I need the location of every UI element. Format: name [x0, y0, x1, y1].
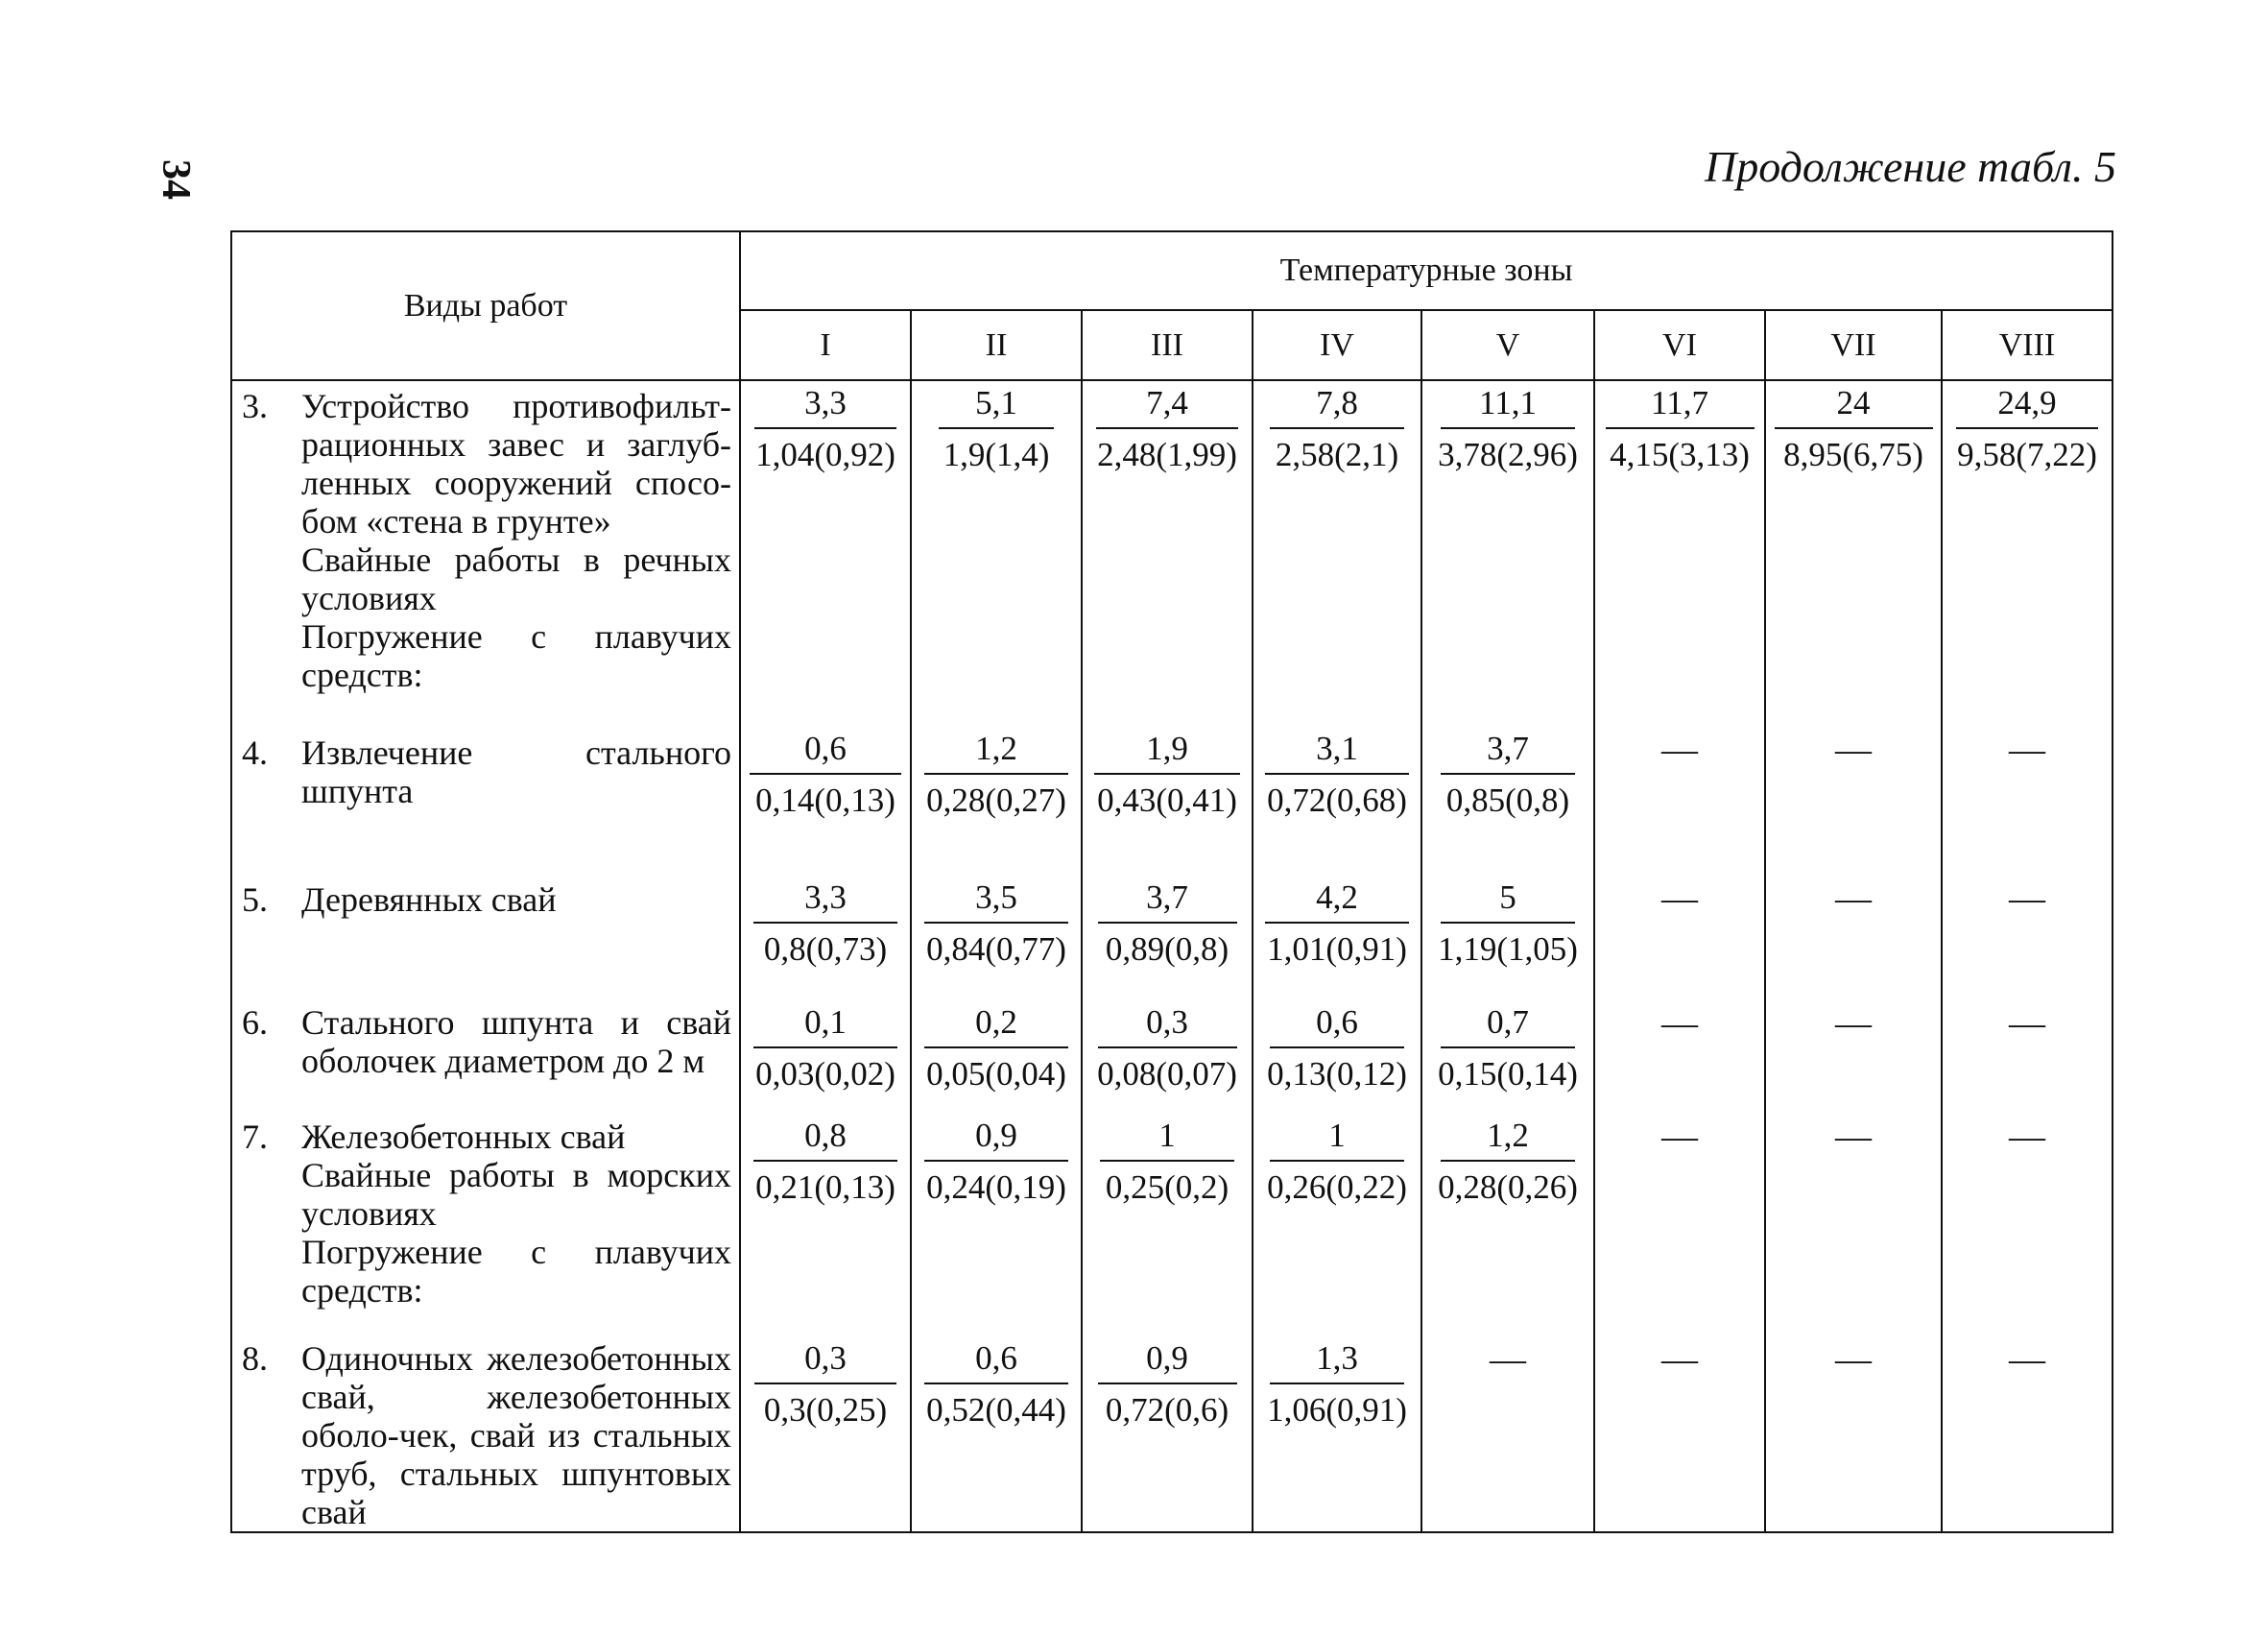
fraction-denominator: 0,72(0,68) [1267, 781, 1407, 819]
fraction-denominator: 0,28(0,27) [926, 781, 1066, 819]
work-type-cell [231, 727, 740, 876]
no-value-dash: — [1661, 1003, 1698, 1044]
fraction-bar [939, 427, 1054, 429]
fraction-bar [1270, 1383, 1404, 1384]
item-number: 4. [242, 733, 268, 772]
table-body [231, 380, 2113, 1532]
fraction-value [924, 878, 1068, 970]
zone-header: III [1082, 310, 1253, 380]
no-value-dash: — [1835, 1339, 1872, 1380]
zone-value-cell [911, 380, 1082, 727]
work-type-cell [231, 1336, 740, 1532]
fraction-bar [1441, 1160, 1575, 1162]
no-value-dash: — [1661, 730, 1698, 770]
fraction-denominator: 0,28(0,26) [1438, 1168, 1578, 1206]
table-row [231, 1000, 2113, 1114]
work-description [301, 880, 731, 919]
zone-value-cell [911, 1114, 1082, 1336]
table-row [231, 876, 2113, 1000]
fraction-bar [753, 922, 897, 924]
zone-header: I [740, 310, 911, 380]
zone-value-cell [1421, 1000, 1594, 1114]
fraction-denominator: 0,26(0,22) [1267, 1168, 1407, 1206]
zone-value-cell [1765, 727, 1942, 876]
no-value-dash: — [1661, 1339, 1698, 1380]
no-value-dash: — [2009, 730, 2045, 770]
fraction-bar [753, 1160, 897, 1162]
no-value-dash: — [2009, 1339, 2045, 1380]
fraction-value [1098, 1338, 1237, 1431]
fraction-bar [1441, 1046, 1575, 1048]
fraction-value [1098, 878, 1237, 970]
fraction-bar [1270, 427, 1404, 429]
fraction-value [1100, 1116, 1234, 1208]
no-value-dash: — [1661, 878, 1698, 919]
no-value-dash: — [1835, 1117, 1872, 1157]
zone-value-cell [1082, 1114, 1253, 1336]
fraction-denominator: 1,04(0,92) [755, 436, 895, 473]
fraction-value [754, 383, 896, 475]
fraction-value [1775, 383, 1933, 475]
zone-value-cell [1082, 380, 1253, 727]
work-description-line: Погружение с плавучих средств: [301, 1233, 731, 1310]
page-number: 34 [154, 159, 198, 200]
fraction-value [1270, 383, 1404, 475]
fraction-value [1265, 729, 1409, 821]
zone-value-cell [1942, 1336, 2113, 1532]
fraction-value [924, 1338, 1068, 1431]
zone-header: VI [1594, 310, 1765, 380]
work-description-line: Одиночных железобетонных свай, железобетонных оболо-чек, свай из стальных труб, стальных шпунтовых свай [301, 1339, 731, 1531]
zone-value-cell [1421, 727, 1594, 876]
zone-value-cell [1765, 1114, 1942, 1336]
fraction-denominator: 0,3(0,25) [763, 1391, 888, 1429]
column-header-work-types: Виды работ [231, 231, 740, 380]
zone-value-cell [740, 876, 911, 1000]
fraction-denominator: 0,52(0,44) [926, 1391, 1066, 1429]
zone-value-cell [1594, 1114, 1765, 1336]
zone-header: II [911, 310, 1082, 380]
fraction-denominator: 1,01(0,91) [1267, 930, 1407, 968]
table-row [231, 1114, 2113, 1336]
fraction-numerator: 11,1 [1479, 384, 1537, 421]
fraction-bar [1270, 1160, 1404, 1162]
table-row [231, 727, 2113, 876]
fraction-value [753, 1002, 897, 1094]
zone-value-cell [911, 876, 1082, 1000]
no-value-dash: — [1661, 1117, 1698, 1157]
work-type-cell [231, 1114, 740, 1336]
fraction-denominator: 0,21(0,13) [755, 1168, 895, 1206]
zone-value-cell [740, 1114, 911, 1336]
work-description [301, 733, 731, 810]
fraction-numerator: 1,9 [1146, 730, 1188, 767]
fraction-numerator: 0,2 [975, 1003, 1017, 1041]
fraction-denominator: 0,24(0,19) [926, 1168, 1066, 1206]
zone-value-cell [740, 1000, 911, 1114]
zone-value-cell [1082, 1336, 1253, 1532]
fraction-numerator: 3,3 [804, 878, 847, 916]
fraction-denominator: 0,84(0,77) [926, 930, 1066, 968]
work-description-line: Деревянных свай [301, 880, 557, 919]
fraction-numerator: 5 [1499, 878, 1516, 916]
zone-value-cell [740, 380, 911, 727]
zone-value-cell [1253, 380, 1421, 727]
fraction-numerator: 7,4 [1146, 384, 1188, 421]
item-number: 3. [242, 387, 268, 425]
fraction-numerator: 0,9 [1146, 1339, 1188, 1377]
work-type-cell [231, 380, 740, 727]
fraction-numerator: 0,7 [1487, 1003, 1529, 1041]
zone-value-cell [1594, 727, 1765, 876]
zone-value-cell [1765, 380, 1942, 727]
work-type-cell [231, 1000, 740, 1114]
zone-value-cell [1765, 1336, 1942, 1532]
fraction-numerator: 0,6 [1316, 1003, 1358, 1041]
fraction-numerator: 4,2 [1316, 878, 1358, 916]
fraction-denominator: 0,05(0,04) [926, 1055, 1066, 1093]
work-description-line: Извлечение стального шпунта [301, 733, 731, 810]
fraction-numerator: 1 [1328, 1117, 1346, 1154]
fraction-denominator: 0,85(0,8) [1445, 781, 1570, 819]
fraction-value [1606, 383, 1755, 475]
work-description [301, 1118, 731, 1310]
fraction-numerator: 1,3 [1316, 1339, 1358, 1377]
zone-value-cell [1594, 876, 1765, 1000]
no-value-dash: — [1835, 730, 1872, 770]
item-number: 6. [242, 1003, 268, 1042]
zone-value-cell [911, 1000, 1082, 1114]
fraction-value [1441, 729, 1575, 821]
fraction-denominator: 9,58(7,22) [1957, 436, 2097, 473]
fraction-value [1956, 383, 2098, 475]
work-description [301, 1339, 731, 1531]
fraction-value [754, 1338, 896, 1431]
column-header-temperature-zones: Температурные зоны [740, 231, 2113, 310]
fraction-denominator: 0,89(0,8) [1105, 930, 1229, 968]
fraction-numerator: 0,1 [804, 1003, 847, 1041]
zone-value-cell [1765, 876, 1942, 1000]
zone-value-cell [1942, 1114, 2113, 1336]
work-description [301, 1003, 731, 1080]
fraction-bar [1098, 1383, 1237, 1384]
fraction-numerator: 7,8 [1316, 384, 1358, 421]
fraction-bar [1096, 427, 1238, 429]
zone-value-cell [1082, 876, 1253, 1000]
fraction-bar [1265, 773, 1409, 775]
zone-value-cell [911, 1336, 1082, 1532]
fraction-numerator: 3,1 [1316, 730, 1358, 767]
zone-value-cell [1253, 876, 1421, 1000]
fraction-value [1096, 383, 1238, 475]
zone-value-cell [1421, 876, 1594, 1000]
item-number: 7. [242, 1118, 268, 1156]
work-description-line: Устройство противофильт-рационных завес и заглуб-ленных сооружений спосо-бом «стена в грунте» [301, 387, 731, 541]
fraction-value [1438, 383, 1578, 475]
item-number: 8. [242, 1339, 268, 1378]
zone-value-cell [1942, 876, 2113, 1000]
fraction-value [750, 729, 901, 821]
fraction-denominator: 1,19(1,05) [1438, 930, 1578, 968]
fraction-bar [1441, 773, 1575, 775]
fraction-numerator: 0,3 [804, 1339, 847, 1377]
zone-value-cell [1421, 1336, 1594, 1532]
fraction-bar [924, 922, 1068, 924]
fraction-denominator: 3,78(2,96) [1438, 436, 1578, 473]
zone-value-cell [911, 727, 1082, 876]
fraction-value [1265, 878, 1409, 970]
work-description-line: Свайные работы в речных условиях [301, 541, 731, 617]
fraction-numerator: 3,3 [804, 384, 847, 421]
fraction-denominator: 0,43(0,41) [1097, 781, 1237, 819]
fraction-numerator: 24 [1836, 384, 1871, 421]
zone-header: V [1421, 310, 1594, 380]
no-value-dash: — [1490, 1339, 1526, 1380]
fraction-value [1267, 1002, 1407, 1094]
fraction-value [924, 729, 1068, 821]
no-value-dash: — [1835, 878, 1872, 919]
work-type-cell [231, 876, 740, 1000]
fraction-numerator: 1,2 [1487, 1117, 1529, 1154]
zone-value-cell [1594, 1336, 1765, 1532]
fraction-numerator: 1 [1158, 1117, 1176, 1154]
work-description-line: Железобетонных свай [301, 1118, 626, 1156]
fraction-bar [1098, 922, 1237, 924]
zone-value-cell [1765, 1000, 1942, 1114]
fraction-numerator: 0,6 [804, 730, 847, 767]
table-row [231, 380, 2113, 727]
zone-value-cell [1082, 727, 1253, 876]
fraction-value [1094, 729, 1240, 821]
table-row [231, 1336, 2113, 1532]
zone-value-cell [1594, 1000, 1765, 1114]
fraction-denominator: 0,03(0,02) [755, 1055, 895, 1093]
fraction-numerator: 0,6 [975, 1339, 1017, 1377]
fraction-bar [1270, 1046, 1404, 1048]
fraction-denominator: 0,8(0,73) [763, 930, 888, 968]
fraction-bar [924, 1046, 1068, 1048]
fraction-value [1438, 1116, 1578, 1208]
fraction-bar [1098, 1046, 1237, 1048]
fraction-denominator: 0,08(0,07) [1097, 1055, 1237, 1093]
fraction-value [1267, 1338, 1407, 1431]
table-caption: Продолжение табл. 5 [1705, 142, 2116, 191]
fraction-denominator: 0,13(0,12) [1267, 1055, 1407, 1093]
fraction-denominator: 4,15(3,13) [1610, 436, 1750, 473]
work-description [301, 387, 731, 694]
fraction-bar [1956, 427, 2098, 429]
zone-value-cell [1421, 380, 1594, 727]
fraction-numerator: 3,7 [1487, 730, 1529, 767]
fraction-denominator: 1,06(0,91) [1267, 1391, 1407, 1429]
fraction-bar [1775, 427, 1933, 429]
fraction-value [1438, 878, 1578, 970]
zone-header: IV [1253, 310, 1421, 380]
fraction-denominator: 0,14(0,13) [755, 781, 895, 819]
zone-header: VIII [1942, 310, 2113, 380]
fraction-bar [1100, 1160, 1234, 1162]
fraction-value [1097, 1002, 1237, 1094]
fraction-denominator: 2,48(1,99) [1097, 436, 1237, 473]
zone-value-cell [1594, 380, 1765, 727]
fraction-denominator: 2,58(2,1) [1275, 436, 1399, 473]
work-description-line: Стального шпунта и свай оболочек диаметром до 2 м [301, 1003, 731, 1080]
fraction-numerator: 3,7 [1146, 878, 1188, 916]
fraction-bar [1441, 427, 1575, 429]
no-value-dash: — [2009, 1117, 2045, 1157]
zone-value-cell [1082, 1000, 1253, 1114]
fraction-bar [1606, 427, 1755, 429]
fraction-denominator: 1,9(1,4) [943, 436, 1050, 473]
fraction-value [1438, 1002, 1578, 1094]
fraction-numerator: 3,5 [975, 878, 1017, 916]
zone-header: VII [1765, 310, 1942, 380]
no-value-dash: — [2009, 878, 2045, 919]
zone-value-cell [1942, 380, 2113, 727]
work-description-line: Свайные работы в морских условиях [301, 1156, 731, 1233]
zone-value-cell [1942, 1000, 2113, 1114]
fraction-bar [924, 1383, 1068, 1384]
fraction-bar [754, 1383, 896, 1384]
zone-value-cell [1942, 727, 2113, 876]
zone-value-cell [1253, 1000, 1421, 1114]
fraction-bar [1441, 922, 1575, 924]
fraction-bar [754, 427, 896, 429]
fraction-value [924, 1002, 1068, 1094]
fraction-denominator: 0,15(0,14) [1438, 1055, 1578, 1093]
work-description-line: Погружение с плавучих средств: [301, 617, 731, 694]
fraction-bar [924, 773, 1068, 775]
fraction-numerator: 0,3 [1146, 1003, 1188, 1041]
fraction-denominator: 0,25(0,2) [1105, 1168, 1229, 1206]
item-number: 5. [242, 880, 268, 919]
fraction-numerator: 0,8 [804, 1117, 847, 1154]
fraction-numerator: 0,9 [975, 1117, 1017, 1154]
zone-value-cell [740, 727, 911, 876]
fraction-numerator: 1,2 [975, 730, 1017, 767]
fraction-numerator: 24,9 [1997, 384, 2057, 421]
fraction-numerator: 11,7 [1651, 384, 1708, 421]
no-value-dash: — [2009, 1003, 2045, 1044]
fraction-value [924, 1116, 1068, 1208]
fraction-bar [750, 773, 901, 775]
zone-value-cell [1253, 1114, 1421, 1336]
fraction-bar [1094, 773, 1240, 775]
fraction-numerator: 5,1 [975, 384, 1017, 421]
fraction-bar [924, 1160, 1068, 1162]
zone-value-cell [740, 1336, 911, 1532]
fraction-value [1267, 1116, 1407, 1208]
fraction-denominator: 0,72(0,6) [1105, 1391, 1229, 1429]
fraction-value [939, 383, 1054, 475]
fraction-denominator: 8,95(6,75) [1783, 436, 1923, 473]
zone-value-cell [1421, 1114, 1594, 1336]
fraction-value [753, 878, 897, 970]
fraction-value [753, 1116, 897, 1208]
zone-value-cell [1253, 1336, 1421, 1532]
zone-value-cell [1253, 727, 1421, 876]
data-table [230, 230, 2113, 1533]
fraction-bar [753, 1046, 897, 1048]
no-value-dash: — [1835, 1003, 1872, 1044]
fraction-bar [1265, 922, 1409, 924]
